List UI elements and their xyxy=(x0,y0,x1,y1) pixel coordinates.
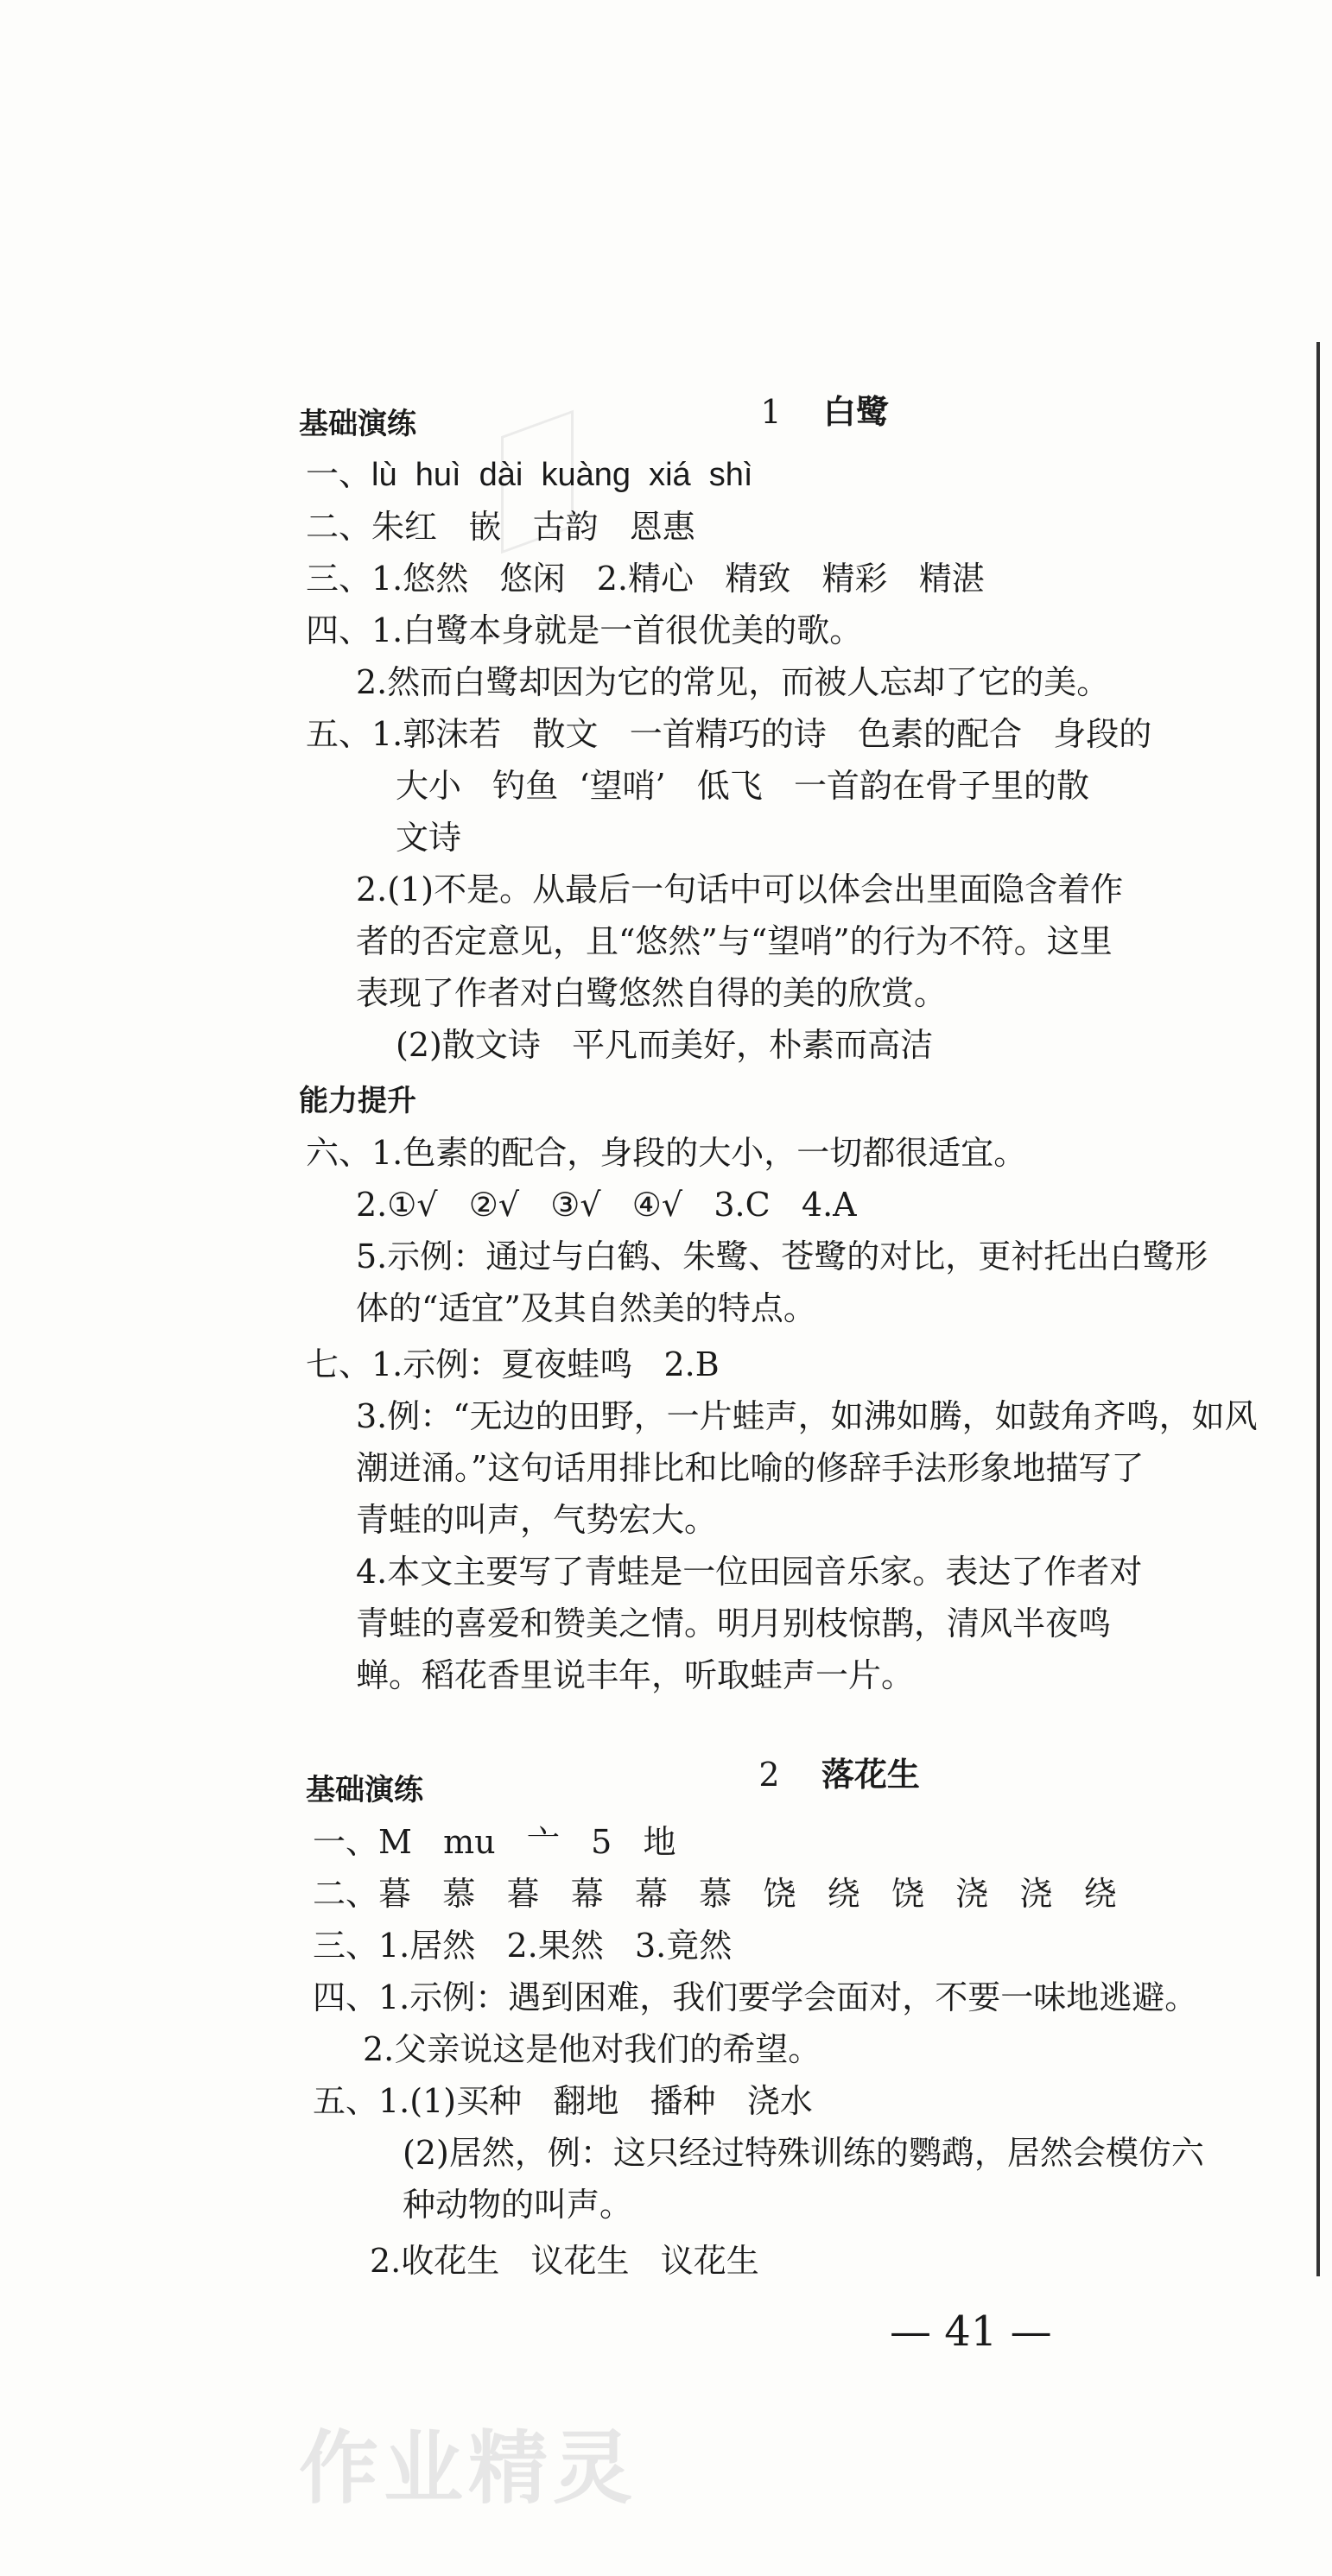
lesson1-section-ability: 能力提升 xyxy=(299,1084,416,1118)
lesson1-ability-line: 六、1.色素的配合，身段的大小，一切都很适宜。 xyxy=(306,1134,1027,1172)
lesson1-line: (2)散文诗 平凡而美好，朴素而高洁 xyxy=(396,1026,934,1064)
lesson1-ability-line: 5.示例：通过与白鹤、朱鹭、苍鹭的对比，更衬托出白鹭形 xyxy=(356,1237,1208,1275)
lesson1-ability-line: 3.例：“无边的田野，一片蛙声，如沸如腾，如鼓角齐鸣，如风 xyxy=(356,1397,1258,1435)
lesson1-line: 大小 钓鱼 ‘望哨’ 低飞 一首韵在骨子里的散 xyxy=(396,767,1090,805)
lesson2-line: 五、1.(1)买种 翻地 播种 浇水 xyxy=(313,2082,813,2120)
lesson1-ability-line: 七、1.示例：夏夜蛙鸣 2.B xyxy=(306,1345,720,1383)
watermark-text: 作业精灵 xyxy=(299,2422,638,2515)
lesson2-number: 2 xyxy=(758,1756,780,1794)
page-number: — 41 — xyxy=(890,2307,1052,2356)
lesson1-line: 三、1.悠然 悠闲 2.精心 精致 精彩 精湛 xyxy=(306,560,985,598)
lesson1-line: 二、朱红 嵌 古韵 恩惠 xyxy=(306,508,695,546)
lesson1-line: 者的否定意见，且“悠然”与“望哨”的行为不符。这里 xyxy=(356,922,1113,960)
lesson2-title: 落花生 xyxy=(821,1756,920,1794)
lesson1-title: 白鹭 xyxy=(822,393,889,431)
lesson2-line: 一、M mu 亠 5 地 xyxy=(313,1823,676,1861)
lesson1-line: 一、lù huì dài kuàng xiá shì xyxy=(306,457,753,493)
lesson2-line: 四、1.示例：遇到困难，我们要学会面对，不要一味地逃避。 xyxy=(313,1978,1198,2016)
lesson1-ability-line: 青蛙的喜爱和赞美之情。明月别枝惊鹊，清风半夜鸣 xyxy=(356,1604,1112,1642)
lesson1-ability-line: 蝉。稻花香里说丰年，听取蛙声一片。 xyxy=(356,1656,915,1694)
lesson1-line: 表现了作者对白鹭悠然自得的美的欣赏。 xyxy=(356,974,948,1012)
lesson1-ability-line: 4.本文主要写了青蛙是一位田园音乐家。表达了作者对 xyxy=(356,1553,1143,1591)
lesson2-line: 2.父亲说这是他对我们的希望。 xyxy=(363,2030,821,2068)
lesson1-number: 1 xyxy=(760,393,782,431)
lesson1-line: 四、1.白鹭本身就是一首很优美的歌。 xyxy=(306,611,863,649)
lesson2-line: 2.收花生 议花生 议花生 xyxy=(370,2242,759,2280)
lesson1-ability-line: 青蛙的叫声，气势宏大。 xyxy=(356,1501,718,1539)
lesson1-line: 五、1.郭沫若 散文 一首精巧的诗 色素的配合 身段的 xyxy=(306,715,1152,753)
lesson2-line: 三、1.居然 2.果然 3.竟然 xyxy=(313,1927,733,1965)
right-margin-rule xyxy=(1316,342,1320,2276)
lesson1-line: 2.(1)不是。从最后一句话中可以体会出里面隐含着作 xyxy=(356,870,1124,908)
lesson2-line: (2)居然，例：这只经过特殊训练的鹦鹉，居然会模仿六 xyxy=(403,2134,1204,2172)
lesson1-section-basic: 基础演练 xyxy=(299,407,416,441)
lesson1-ability-line: 2.①√ ②√ ③√ ④√ 3.C 4.A xyxy=(356,1186,857,1224)
lesson2-section-basic: 基础演练 xyxy=(306,1773,423,1807)
lesson2-heading xyxy=(717,1710,920,1839)
lesson1-line: 2.然而白鹭却因为它的常见，而被人忘却了它的美。 xyxy=(356,663,1110,701)
lesson2-line: 二、暮 慕 暮 幕 幕 慕 饶 绕 饶 浇 浇 绕 xyxy=(313,1875,1117,1913)
lesson1-line: 文诗 xyxy=(396,819,462,857)
lesson2-line: 种动物的叫声。 xyxy=(403,2186,633,2224)
lesson1-ability-line: 潮迸涌。”这句话用排比和比喻的修辞手法形象地描写了 xyxy=(356,1449,1145,1487)
lesson1-ability-line: 体的“适宜”及其自然美的特点。 xyxy=(356,1289,816,1327)
